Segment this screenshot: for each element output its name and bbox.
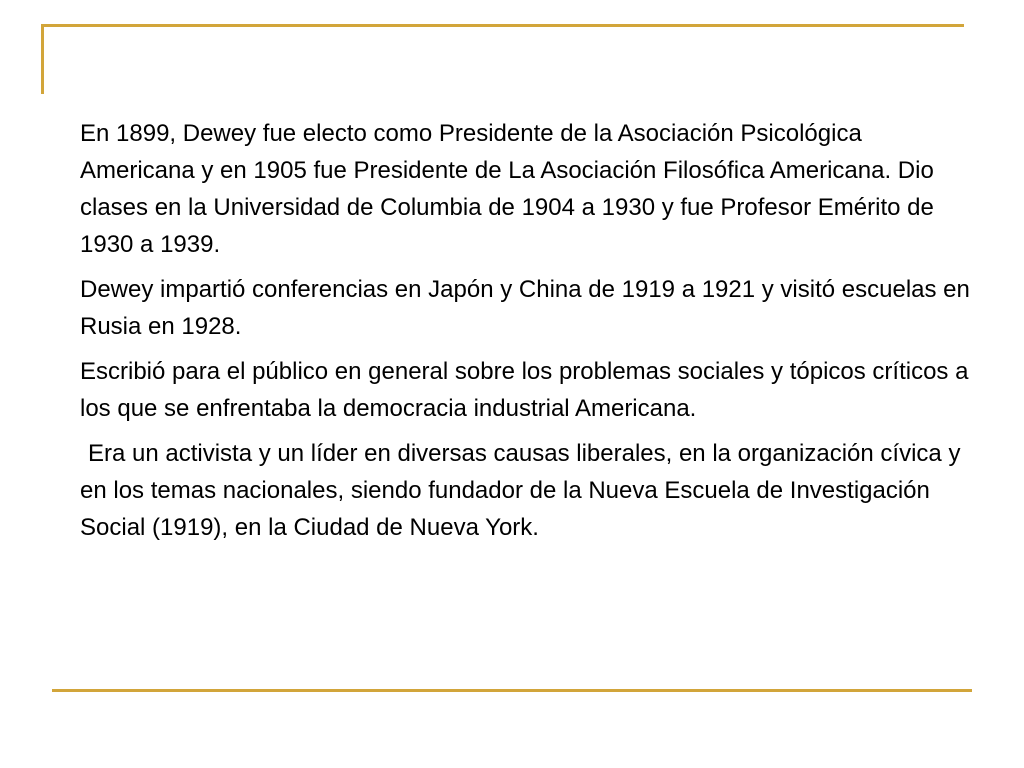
bottom-accent-rule: [52, 689, 972, 692]
paragraph-dewey-activism: Era un activista y un líder en diversas causas liberales, en la organización cívica y en los temas nacionales, siendo fundador de la Nueva Escuela de Investigación Social (1919), en la Ciudad de Nueva York.: [80, 440, 961, 541]
left-accent-rule: [41, 24, 44, 94]
paragraph-dewey-associations: En 1899, Dewey fue electo como Presidente de la Asociación Psicológica Americana y en 1905 fue Presidente de La Asociación Filosófica Americana. Dio clases en la Universidad de Columbia de 1904 a 1930 y fue Profesor Emérito de 1930 a 1939.: [80, 120, 934, 258]
paragraph-dewey-lectures: Dewey impartió conferencias en Japón y China de 1919 a 1921 y visitó escuelas en Rusia en 1928.: [80, 276, 970, 340]
paragraph-dewey-writings: Escribió para el público en general sobre los problemas sociales y tópicos críticos a los que se enfrentaba la democracia industrial Americana.: [80, 358, 969, 422]
slide-body: [80, 115, 980, 554]
top-accent-rule: [43, 24, 964, 27]
